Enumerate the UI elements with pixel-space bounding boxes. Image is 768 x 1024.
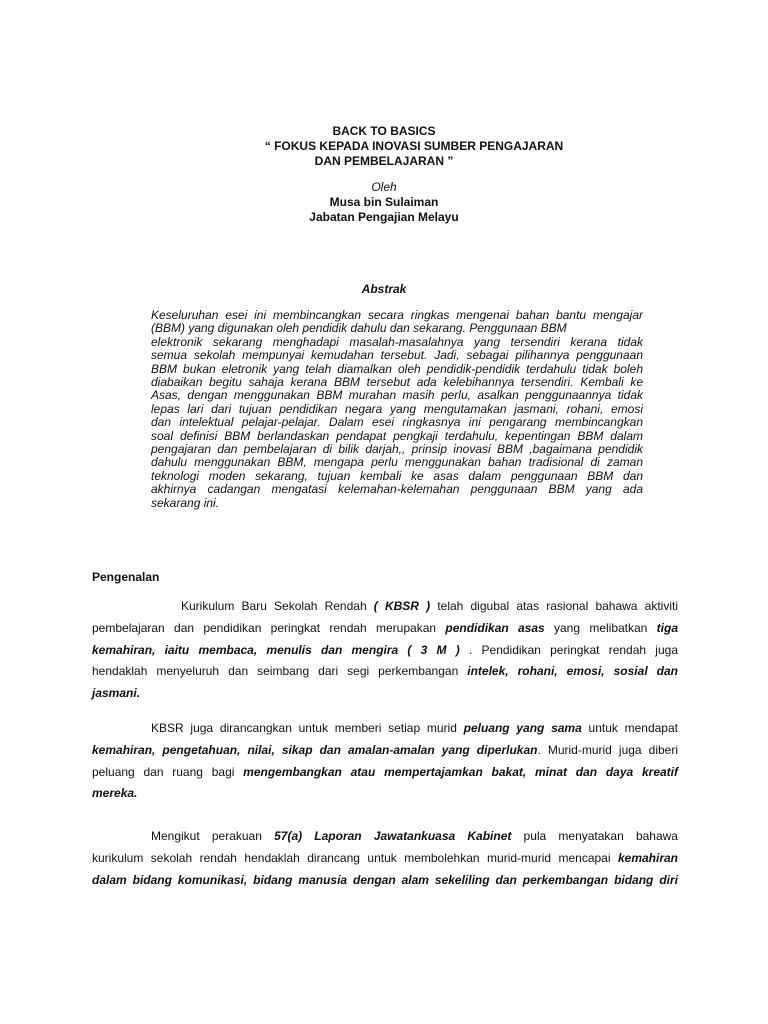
abstract-line: Keseluruhan esei ini membincangkan secara ringkas mengenai bahan bantu mengajar (151, 308, 643, 322)
abstract-body (151, 309, 643, 510)
paragraph-line: hendaklah menyeluruh dan seimbang dari segi perkembangan intelek, rohani, emosi, sosial dan (92, 664, 678, 679)
abstract-line: elektronik sekarang menghadapi masalah-masalahnya yang tersendiri kerana tidak (151, 334, 643, 349)
abstract-line: pengajaran dan pembelajaran di bilik darjah,, prinsip inovasi BBM ,bagaimana pendidik (151, 442, 643, 457)
paragraph-1 (92, 596, 678, 705)
author-name: Musa bin Sulaiman (329, 195, 439, 209)
paragraph-line: pembelajaran dan pendidikan peringkat rendah merupakan pendidikan asas yang melibatkan tiga (92, 620, 678, 635)
section-heading: Pengenalan (92, 570, 160, 584)
abstract-heading: Abstrak (361, 282, 407, 296)
title-line-2: “ FOKUS KEPADA INOVASI SUMBER PENGAJARAN (264, 139, 564, 153)
abstract-line: soal definisi BBM berlandaskan pendapat pengkaji terdahulu, kepentingan BBM dalam (151, 428, 643, 443)
abstract-line: (BBM) yang digunakan oleh pendidik dahulu dan sekarang. Penggunaan BBM (151, 321, 567, 336)
paragraph-line: peluang dan ruang bagi mengembangkan atau mempertajamkan bakat, minat dan daya kreatif (92, 764, 678, 779)
author-department: Jabatan Pengajian Melayu (309, 210, 459, 224)
abstract-line: dan intelektual pelajar-pelajar. Dalam esei ringkasnya ini pengarang membincangkan (151, 415, 643, 430)
paragraph-line: mereka. (92, 786, 138, 801)
paragraph-line: dalam bidang komunikasi, bidang manusia dengan alam sekeliling dan perkembangan bidang diri (92, 872, 678, 887)
paragraph-line: kemahiran, pengetahuan, nilai, sikap dan amalan-amalan yang diperlukan. Murid-murid juga diberi (92, 742, 678, 757)
abstract-line: diabaikan begitu sahaja kerana BBM tersebut ada kelebihannya tersendiri. Kembali ke (151, 375, 643, 390)
abstract-line: semua sekolah mempunyai kemudahan tersebut. Jadi, sebagai pilihannya penggunaan (151, 348, 643, 363)
author-by: Oleh (371, 180, 397, 194)
paragraph-line: KBSR juga dirancangkan untuk memberi setiap murid peluang yang sama untuk mendapat (151, 721, 678, 735)
title-line-1: BACK TO BASICS (332, 124, 436, 138)
paragraph-line: jasmani. (92, 686, 141, 701)
abstract-line: dahulu menggunakan BBM, mengapa perlu menggunakan bahan tradisional di zaman (151, 455, 643, 470)
abstract-line: sekarang ini. (151, 495, 220, 510)
abstract-line: teknologi moden sekarang, tujuan kembali ke asas dalam penggunaan BBM dan (151, 468, 643, 483)
document-title (0, 124, 768, 169)
paragraph-line: Mengikut perakuan 57(a) Laporan Jawatankuasa Kabinet pula menyatakan bahawa (151, 829, 678, 843)
paragraph-line: kurikulum sekolah rendah hendaklah dirancang untuk membolehkan murid-murid mencapai kemahiran (92, 850, 678, 865)
title-line-3: DAN PEMBELAJARAN ” (314, 154, 454, 168)
abstract-line: Asas, dengan menggunakan BBM murahan masih perlu, asalkan penggunaannya tidak (151, 388, 643, 403)
abstract-line: BBM bukan eletronik yang telah diamalkan oleh pendidik-pendidik terdahulu tidak boleh (151, 361, 643, 376)
paragraph-line: Kurikulum Baru Sekolah Rendah ( KBSR ) telah digubal atas rasional bahawa aktiviti (181, 599, 678, 613)
paragraph-3 (92, 826, 678, 891)
abstract-line: lepas lari dari tujuan pendidikan negara yang mengutamakan jasmani, rohani, emosi (151, 401, 643, 416)
author-block (0, 180, 768, 225)
paragraph-2 (92, 718, 678, 805)
paragraph-line: kemahiran, iaitu membaca, menulis dan mengira ( 3 M ) . Pendidikan peringkat rendah juga (92, 642, 678, 657)
abstract-line: akhirnya cadangan mengatasi kelemahan-kelemahan penggunaan BBM yang ada (151, 482, 643, 497)
